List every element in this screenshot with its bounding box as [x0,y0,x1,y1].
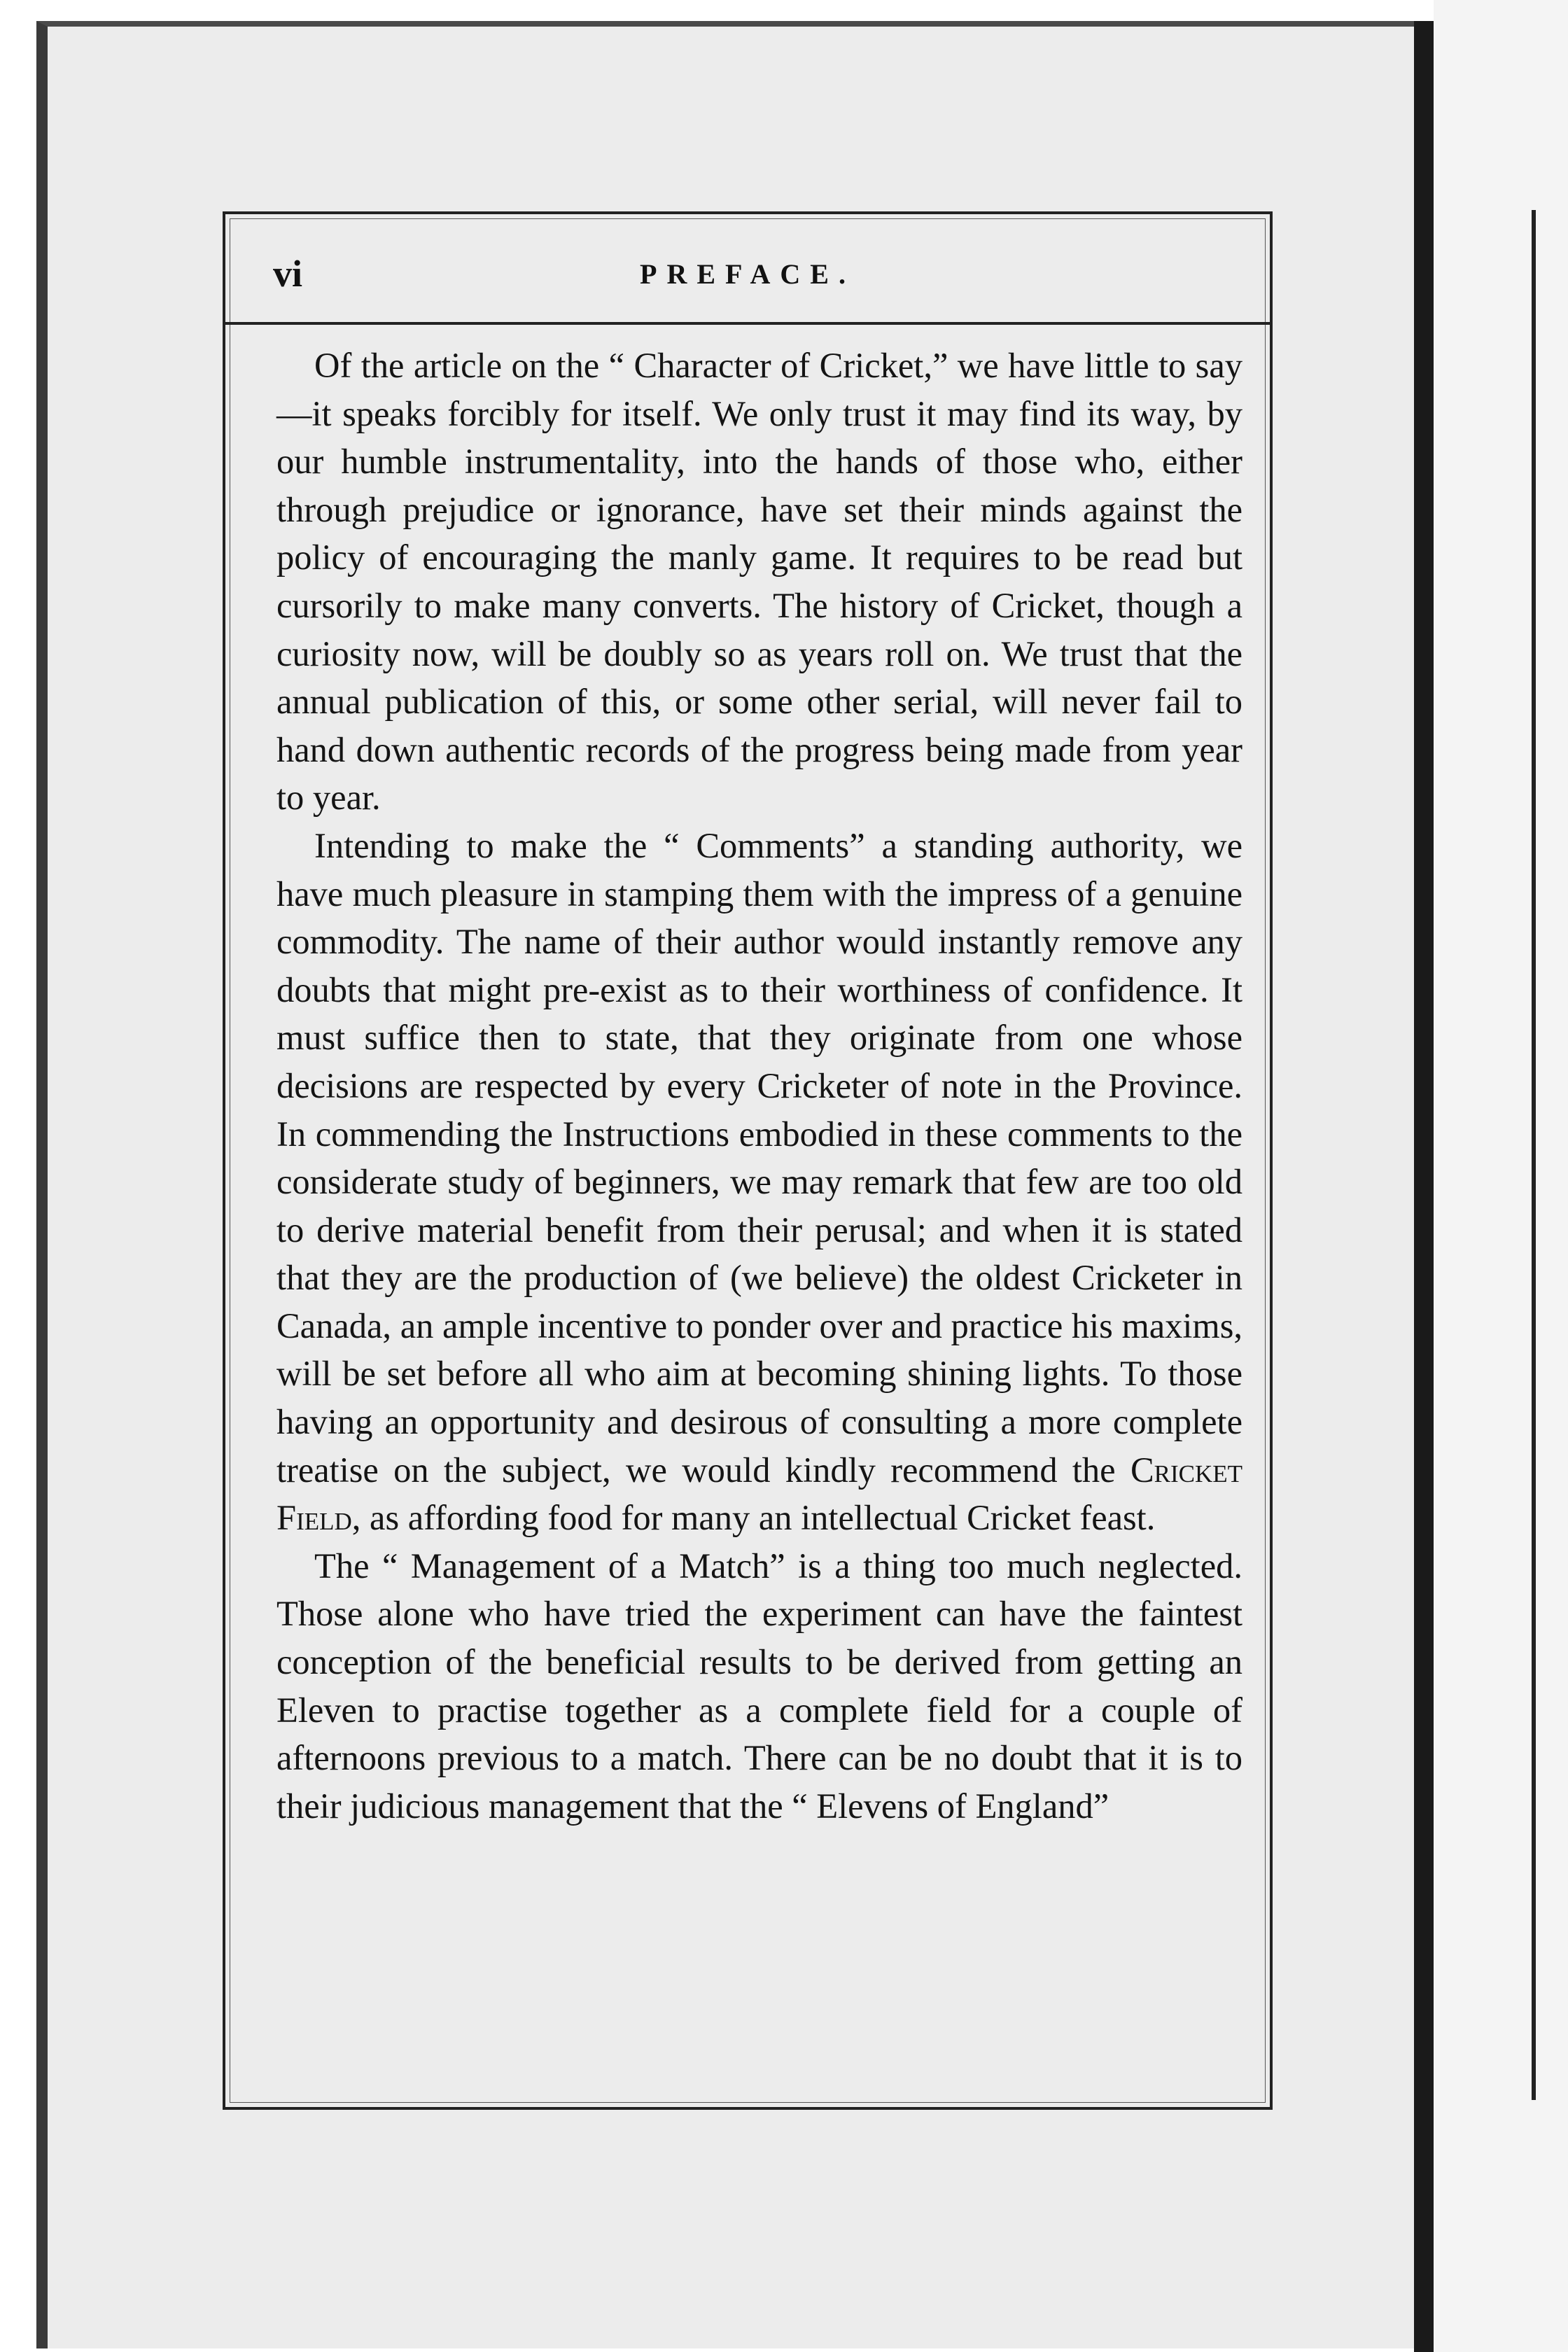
facing-page-border [1532,210,1536,2100]
gutter-shadow [1414,21,1434,2352]
running-head [223,252,1273,301]
paragraph-comments-text: Intending to make the “ Comments” a standing authority, we have much pleasure in stamping them with the impress of a genuine commodity. The name of their author would instantly remove any doubts that might pre-exist as to their worthiness of confidence. It must suffice then to state, that they originate from one whose decisions are respected by every Cricketer of note in the Province. In commending the Instructions embodied in these comments to the considerate study of beginners, we may remark that few are too old to derive material benefit from their perusal; and when it is stated that they are the production of (we believe) the oldest Cricketer in Canada, an ample incentive to ponder over and practice his maxims, will be set before all who aim at becoming shining lights. To those having an opportunity and desirous of consulting a more complete treatise on the subject, we would kindly recommend the [276,825,1242,1490]
cricket-field-title: Cricket Field [276,1450,1242,1538]
header-rule [225,322,1270,325]
facing-page-edge [1434,0,1568,2352]
running-head-title: PREFACE. [640,258,855,290]
paragraph-character-of-cricket: Of the article on the “ Character of Cricket,” we have little to say—it speaks forcibly for itself. We only trust it may find its way, by our humble instrumentality, into the hands of those who, either through prejudice or ignorance, have set their minds against the policy of encouraging the manly game. It requires to be read but cursorily to make many converts. The history of Cricket, though a curiosity now, will be doubly so as years roll on. We trust that the annual publication of this, or some other serial, will never fail to hand down authentic records of the progress being made from year to year. [276,346,1242,818]
paragraph-comments [276,822,1242,1542]
page-number: vi [273,253,303,295]
paragraph-comments-ending: , as affording food for many an intellectual Cricket feast. [351,1498,1156,1538]
paragraph-management-of-a-match: The “ Management of a Match” is a thing too much neglected. Those alone who have tried the experiment can have the faintest conception of the beneficial results to be derived from getting an Eleven to practise together as a complete field for a couple of afternoons previous to a match. There can be no doubt that it is to their judicious management that the “ Elevens of England” [276,1546,1242,1826]
preface-body [276,342,1242,1830]
